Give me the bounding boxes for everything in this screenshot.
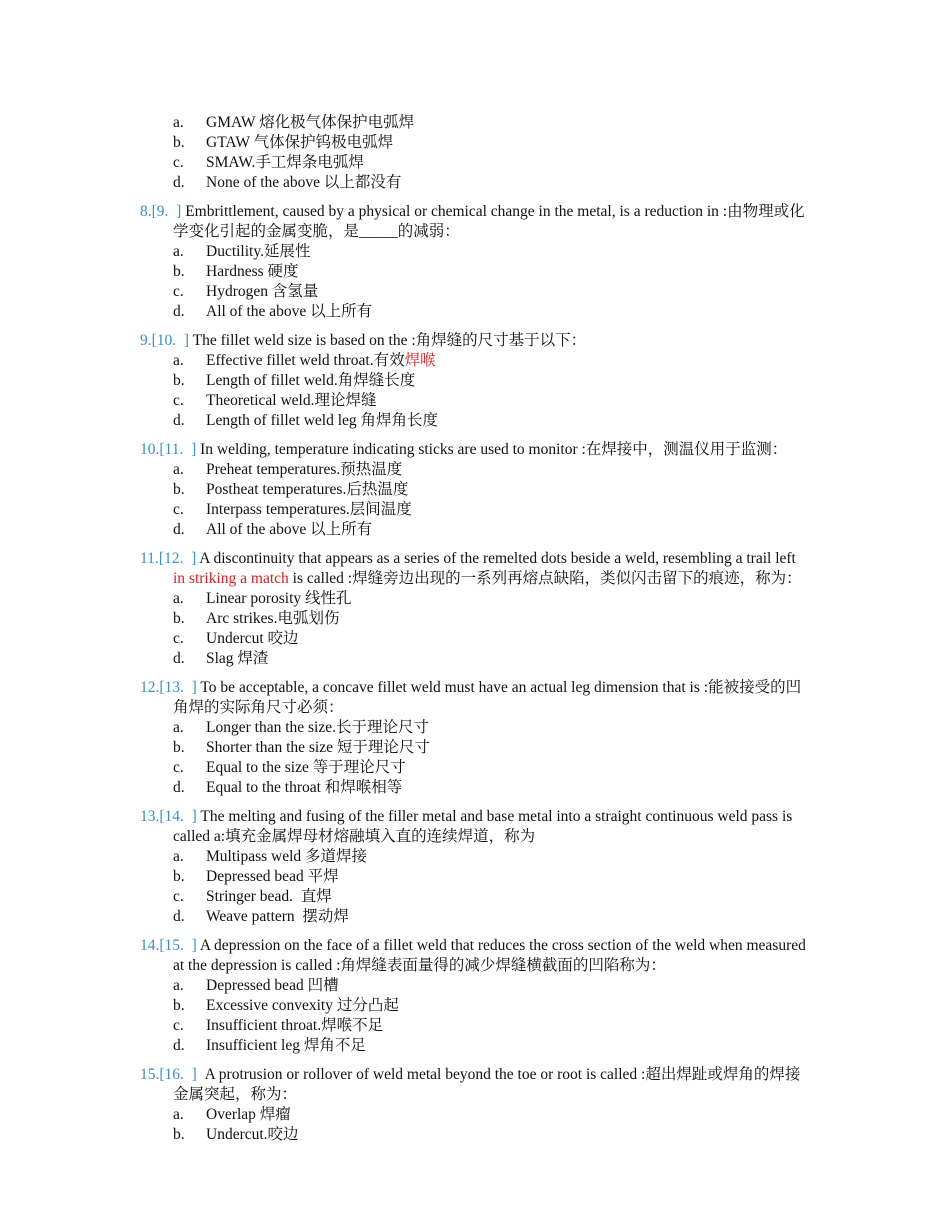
option-letter: d. bbox=[173, 779, 185, 796]
question-line bbox=[140, 1065, 858, 1085]
question-text: The melting and fusing of the filler metal and base metal into a straight continuous weld pass is bbox=[196, 808, 793, 825]
option-text: GTAW 气体保护钨极电弧焊 bbox=[206, 134, 394, 151]
question-ref: [11. ] bbox=[159, 441, 197, 458]
option-letter: a. bbox=[173, 1106, 184, 1123]
option-text: Undercut 咬边 bbox=[206, 630, 299, 647]
option-text: Equal to the size 等于理论尺寸 bbox=[206, 759, 406, 776]
option-text: Hardness 硬度 bbox=[206, 263, 299, 280]
option-letter: d. bbox=[173, 412, 185, 429]
question-ref: [13. ] bbox=[159, 679, 197, 696]
question-text: at the depression is called :角焊缝表面量得的减少焊缝横截面的凹陷称为： bbox=[173, 957, 666, 974]
option-letter: b. bbox=[173, 481, 185, 498]
option-letter: c. bbox=[173, 283, 184, 300]
option-text: Insufficient leg 焊角不足 bbox=[206, 1037, 366, 1054]
option-letter: c. bbox=[173, 630, 184, 647]
option-text: Stringer bead. 直焊 bbox=[206, 888, 332, 905]
option-text: Slag 焊渣 bbox=[206, 650, 269, 667]
question-text: To be acceptable, a concave fillet weld must have an actual leg dimension that is :能被接受的凹 bbox=[196, 679, 802, 696]
highlighted-text: 焊喉 bbox=[404, 352, 436, 369]
question-line-continued bbox=[173, 956, 858, 976]
option-text: SMAW.手工焊条电弧焊 bbox=[206, 154, 364, 171]
question-line bbox=[140, 678, 858, 698]
option-text: All of the above 以上所有 bbox=[206, 521, 373, 538]
option-text: Overlap 焊瘤 bbox=[206, 1106, 291, 1123]
option-text: Length of fillet weld leg 角焊角长度 bbox=[206, 412, 439, 429]
question-text: In welding, temperature indicating sticks are used to monitor :在焊接中，测温仪用于监测： bbox=[196, 441, 788, 458]
option-letter: a. bbox=[173, 590, 184, 607]
option-text: Weave pattern 摆动焊 bbox=[206, 908, 349, 925]
option-text: Interpass temperatures.层间温度 bbox=[206, 501, 412, 518]
option-text: Linear porosity 线性孔 bbox=[206, 590, 352, 607]
option-letter: a. bbox=[173, 114, 184, 131]
option-letter: d. bbox=[173, 174, 185, 191]
option-letter: a. bbox=[173, 352, 184, 369]
option-letter: b. bbox=[173, 868, 185, 885]
option-letter: d. bbox=[173, 1037, 185, 1054]
question-ref: [16. ] bbox=[159, 1066, 197, 1083]
option-letter: d. bbox=[173, 908, 185, 925]
option-text: Postheat temperatures.后热温度 bbox=[206, 481, 409, 498]
option-text: Effective fillet weld throat.有效焊喉 bbox=[206, 352, 436, 369]
question-ref: [12. ] bbox=[158, 550, 197, 567]
option-letter: c. bbox=[173, 154, 184, 171]
option-text: None of the above 以上都没有 bbox=[206, 174, 402, 191]
question-text: The fillet weld size is based on the :角焊缝的尺寸基于以下： bbox=[189, 332, 587, 349]
question-number: 8. bbox=[140, 203, 152, 220]
option-text: Longer than the size.长于理论尺寸 bbox=[206, 719, 429, 736]
question-number: 10. bbox=[140, 441, 160, 458]
question-line-continued bbox=[173, 222, 858, 242]
option-letter: d. bbox=[173, 650, 185, 667]
question-number: 15. bbox=[140, 1066, 160, 1083]
question-number: 12. bbox=[140, 679, 160, 696]
option-letter: d. bbox=[173, 521, 185, 538]
option-letter: a. bbox=[173, 719, 184, 736]
question-text: 角焊的实际角尺寸必须： bbox=[173, 699, 344, 716]
question-ref: [9. ] bbox=[151, 203, 182, 220]
option-text: Depressed bead 平焊 bbox=[206, 868, 339, 885]
option-text: Undercut.咬边 bbox=[206, 1126, 299, 1143]
question-line-continued bbox=[173, 698, 858, 718]
question-line-continued bbox=[173, 1085, 858, 1105]
option-text: Preheat temperatures.预热温度 bbox=[206, 461, 403, 478]
option-letter: b. bbox=[173, 739, 185, 756]
question-text: 学变化引起的金属变脆，是_____的减弱： bbox=[173, 223, 460, 240]
question-line bbox=[140, 440, 858, 460]
option-text: Insufficient throat.焊喉不足 bbox=[206, 1017, 384, 1034]
option-text: Ductility.延展性 bbox=[206, 243, 311, 260]
option-letter: c. bbox=[173, 888, 184, 905]
option-text: Equal to the throat 和焊喉相等 bbox=[206, 779, 403, 796]
question-line-continued bbox=[173, 827, 858, 847]
question-ref: [10. ] bbox=[151, 332, 190, 349]
option-letter: c. bbox=[173, 392, 184, 409]
question-line bbox=[140, 936, 858, 956]
question-line bbox=[140, 807, 858, 827]
question-text: A discontinuity that appears as a series of the remelted dots beside a weld, resembling a trail left bbox=[196, 550, 796, 567]
option-text: Multipass weld 多道焊接 bbox=[206, 848, 368, 865]
option-text: Hydrogen 含氢量 bbox=[206, 283, 319, 300]
option-letter: b. bbox=[173, 263, 185, 280]
question-text: Embrittlement, caused by a physical or chemical change in the metal, is a reduction in :由物理或化 bbox=[181, 203, 805, 220]
question-text: called a:填充金属焊母材熔融填入直的连续焊道，称为 bbox=[173, 828, 536, 845]
option-letter: a. bbox=[173, 243, 184, 260]
question-text: is called :焊缝旁边出现的一系列再熔点缺陷，类似闪击留下的痕迹，称为： bbox=[288, 570, 802, 587]
option-letter: b. bbox=[173, 372, 185, 389]
option-text: Arc strikes.电弧划伤 bbox=[206, 610, 340, 627]
question-number: 9. bbox=[140, 332, 152, 349]
question-line bbox=[140, 202, 858, 222]
question-ref: [14. ] bbox=[159, 808, 197, 825]
question-text: A depression on the face of a fillet weld that reduces the cross section of the weld when measured bbox=[196, 937, 806, 954]
question-number: 14. bbox=[140, 937, 160, 954]
question-number: 11. bbox=[140, 550, 159, 567]
option-letter: b. bbox=[173, 1126, 185, 1143]
option-text: Length of fillet weld.角焊缝长度 bbox=[206, 372, 416, 389]
option-letter: a. bbox=[173, 977, 184, 994]
highlighted-text: in striking a match bbox=[173, 570, 289, 587]
question-text: A protrusion or rollover of weld metal beyond the toe or root is called :超出焊趾或焊角的焊接 bbox=[196, 1066, 801, 1083]
question-number: 13. bbox=[140, 808, 160, 825]
question-line-continued bbox=[173, 569, 858, 589]
question-text: 金属突起，称为： bbox=[173, 1086, 298, 1103]
question-line bbox=[140, 331, 858, 351]
option-text: Excessive convexity 过分凸起 bbox=[206, 997, 399, 1014]
option-letter: b. bbox=[173, 997, 185, 1014]
option-letter: c. bbox=[173, 759, 184, 776]
option-letter: d. bbox=[173, 303, 185, 320]
option-letter: b. bbox=[173, 134, 185, 151]
option-letter: a. bbox=[173, 461, 184, 478]
option-text: Depressed bead 凹槽 bbox=[206, 977, 339, 994]
option-text: Shorter than the size 短于理论尺寸 bbox=[206, 739, 430, 756]
option-text: All of the above 以上所有 bbox=[206, 303, 373, 320]
option-text: GMAW 熔化极气体保护电弧焊 bbox=[206, 114, 415, 131]
option-text: Theoretical weld.理论焊缝 bbox=[206, 392, 377, 409]
option-letter: b. bbox=[173, 610, 185, 627]
option-letter: c. bbox=[173, 501, 184, 518]
option-letter: c. bbox=[173, 1017, 184, 1034]
question-ref: [15. ] bbox=[159, 937, 197, 954]
question-line bbox=[140, 549, 858, 569]
option-letter: a. bbox=[173, 848, 184, 865]
